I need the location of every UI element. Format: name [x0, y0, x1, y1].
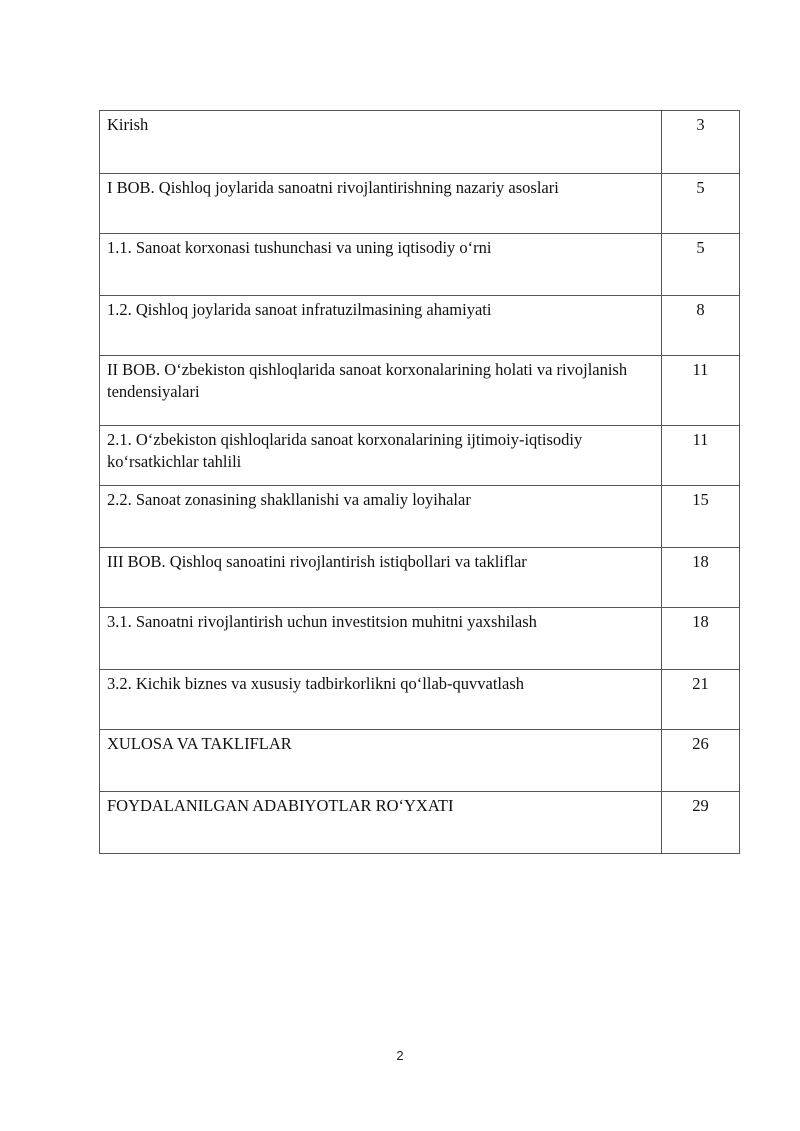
toc-row: [100, 548, 740, 608]
toc-entry-page: 29: [662, 792, 740, 854]
toc-entry-title: 2.2. Sanoat zonasining shakllanishi va amaliy loyihalar: [100, 486, 662, 548]
toc-entry-page: 18: [662, 608, 740, 670]
toc-entry-page: 5: [662, 234, 740, 296]
toc-row: [100, 670, 740, 730]
toc-entry-title: 3.1. Sanoatni rivojlantirish uchun investitsion muhitni yaxshilash: [100, 608, 662, 670]
toc-entry-page: 11: [662, 426, 740, 486]
toc-entry-title: Kirish: [100, 111, 662, 174]
toc-row: [100, 730, 740, 792]
toc-entry-title: 2.1. O‘zbekiston qishloqlarida sanoat korxonalarining ijtimoiy-iqtisodiy ko‘rsatkichlar tahlili: [100, 426, 662, 486]
toc-entry-page: 8: [662, 296, 740, 356]
toc-row: [100, 792, 740, 854]
toc-entry-page: 21: [662, 670, 740, 730]
toc-row: [100, 296, 740, 356]
toc-row: [100, 426, 740, 486]
page-number: 2: [396, 1048, 404, 1063]
toc-entry-title: 1.2. Qishloq joylarida sanoat infratuzilmasining ahamiyati: [100, 296, 662, 356]
toc-entry-page: 5: [662, 174, 740, 234]
toc-entry-title: III BOB. Qishloq sanoatini rivojlantirish istiqbollari va takliflar: [100, 548, 662, 608]
toc-entry-page: 26: [662, 730, 740, 792]
toc-row: [100, 486, 740, 548]
table-of-contents: [99, 110, 740, 854]
toc-row: [100, 234, 740, 296]
toc-row: [100, 111, 740, 174]
toc-entry-page: 3: [662, 111, 740, 174]
toc-entry-title: XULOSA VA TAKLIFLAR: [100, 730, 662, 792]
toc-entry-title: 3.2. Kichik biznes va xususiy tadbirkorlikni qo‘llab-quvvatlash: [100, 670, 662, 730]
toc-entry-title: FOYDALANILGAN ADABIYOTLAR RO‘YXATI: [100, 792, 662, 854]
toc-entry-page: 18: [662, 548, 740, 608]
toc-entry-title: 1.1. Sanoat korxonasi tushunchasi va uning iqtisodiy o‘rni: [100, 234, 662, 296]
toc-row: [100, 174, 740, 234]
toc-entry-title: II BOB. O‘zbekiston qishloqlarida sanoat korxonalarining holati va rivojlanish tendensiyalari: [100, 356, 662, 426]
toc-entry-page: 11: [662, 356, 740, 426]
toc-row: [100, 608, 740, 670]
toc-row: [100, 356, 740, 426]
toc-entry-page: 15: [662, 486, 740, 548]
toc-entry-title: I BOB. Qishloq joylarida sanoatni rivojlantirishning nazariy asoslari: [100, 174, 662, 234]
